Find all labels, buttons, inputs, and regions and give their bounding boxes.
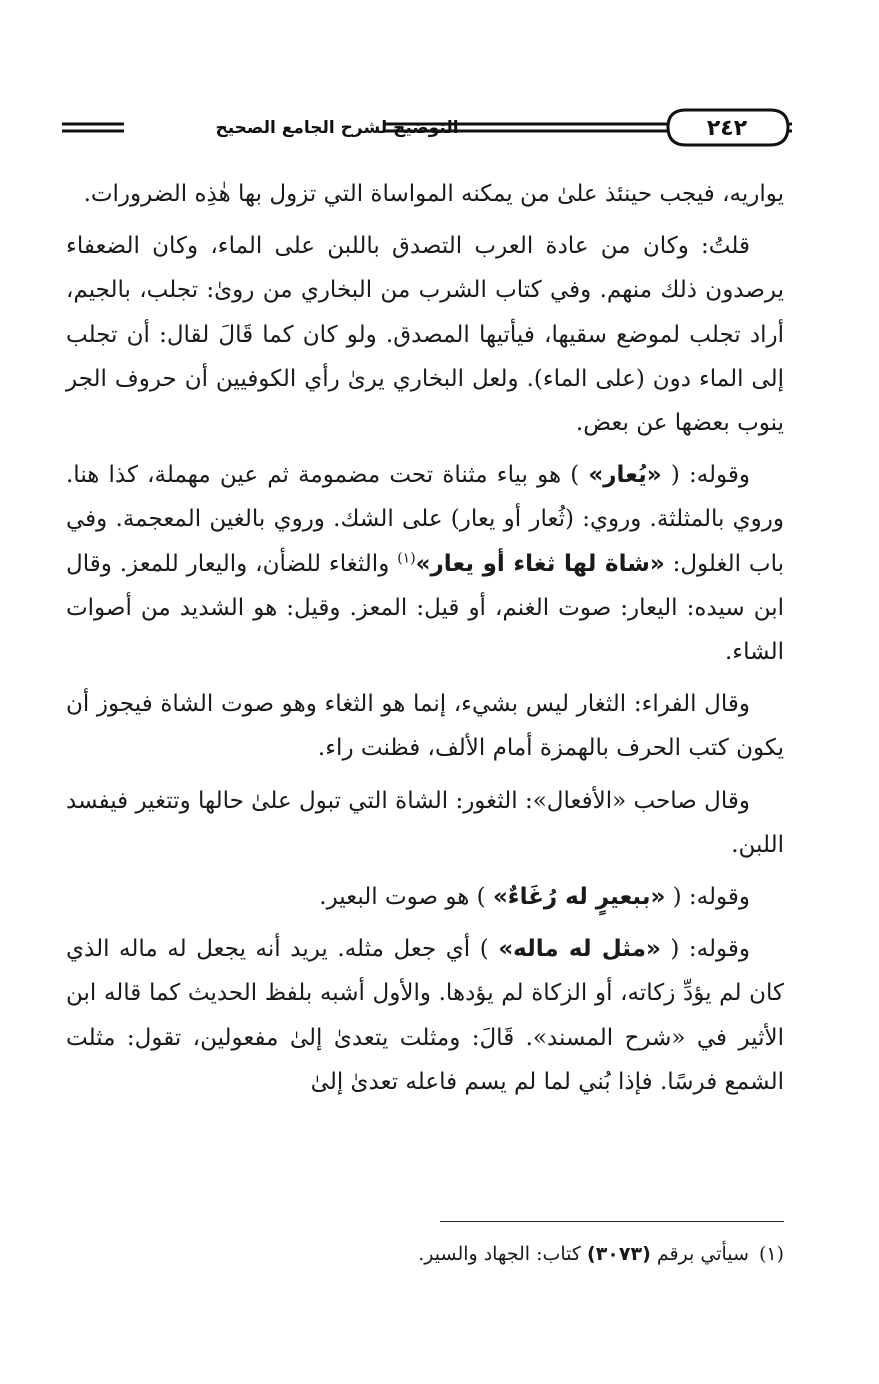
paragraph-2-text: قلتُ: وكان من عادة العرب التصدق باللبن على الماء، وكان الضعفاء يرصدون ذلك منهم. وفي كتاب الشرب من البخاري من رویٰ: تجلب، بالجيم، أراد تجلب لموضع سقيها، فيأتيها المصدق. ولو كان كما قَالَ لقال: أن تجلب إلى الماء دون (على الماء). ولعل البخاري يرىٰ رأي الكوفيين أن حروف الجر ينوب بعضها عن بعض. [66,233,784,437]
quoted-term-baeer: «ببعيرٍ له رُغَاءٌ» [492,884,666,911]
page-number: ٢٤٢ [706,115,748,141]
paragraph-6-lead: وقوله: ( [672,884,750,911]
paragraph-3 [66,453,784,674]
running-title: التوضيح لشرح الجامع الصحيح [215,118,459,138]
quoted-term-yuar: «يُعار» [588,462,662,489]
footnote-tail: كتاب: الجهاد والسير. [418,1243,581,1265]
footnote-lead: سيأتي برقم [656,1243,749,1265]
paragraph-3-lead: وقوله: ( [670,462,751,489]
paragraph-3-tail: والثغاء للضأن، واليعار للمعز. وقال ابن سيده: اليعار: صوت الغنم، أو قيل: المعز. وقيل: هو الشديد من أصوات الشاء. [66,550,784,666]
footnote [300,1238,784,1270]
paragraph-7-lead: وقوله: ( [670,936,750,963]
paragraph-2 [66,224,784,445]
paragraph-3-body: ) هو بياء مثناة تحت مضمومة ثم عين مهملة، كذا هنا. وروي بالمثلثة. وروي: (ثُعار أو يعار) على الشك. وروي بالغين المعجمة. وفي باب الغلول: [66,462,784,577]
paragraph-4-text: وقال الفراء: الثغار ليس بشيء، إنما هو الثغاء وهو صوت الشاة فيجوز أن يكون كتب الحرف بالهمزة أمام الألف، فظنت راء. [66,691,784,762]
footnote-number: (٣٠٧٣) [587,1243,651,1265]
paragraph-1-text: يواريه، فيجب حينئذ علىٰ من يمكنه المواساة التي تزول بها هٰذِه الضرورات. [83,181,784,207]
paragraph-5-text: وقال صاحب «الأفعال»: الثغور: الشاة التي تبول علىٰ حالها وتتغير فيفسد اللبن. [66,787,784,858]
footnote-divider [440,1221,784,1222]
page-header [62,100,792,160]
footnote-marker: (١) [758,1243,784,1265]
hadith-quote: «شاة لها ثغاء أو يعار» [415,550,665,577]
paragraph-7-tail: ) أي جعل مثله. يريد أنه يجعل له ماله الذي كان لم يؤدِّ زكاته، أو الزكاة لم يؤدها. والأول أشبه بلفظ الحديث كما قاله ابن الأثير في «شرح المسند». قَالَ: ومثلت يتعدىٰ إلىٰ مفعولين، تقول: مثلت الشمع فرسًا. فإذا بُني لما لم يسم فاعله تعدىٰ إلىٰ [66,936,784,1095]
quoted-term-muthila: «مثل له ماله» [498,936,661,963]
paragraph-6-tail: ) هو صوت البعير. [319,884,486,911]
paragraph-5 [66,779,784,867]
paragraph-7 [66,927,784,1104]
main-text [66,172,784,1112]
paragraph-4 [66,682,784,770]
footnote-reference[interactable]: (١) [397,549,416,566]
paragraph-6 [66,875,784,919]
paragraph-1 [66,172,784,216]
